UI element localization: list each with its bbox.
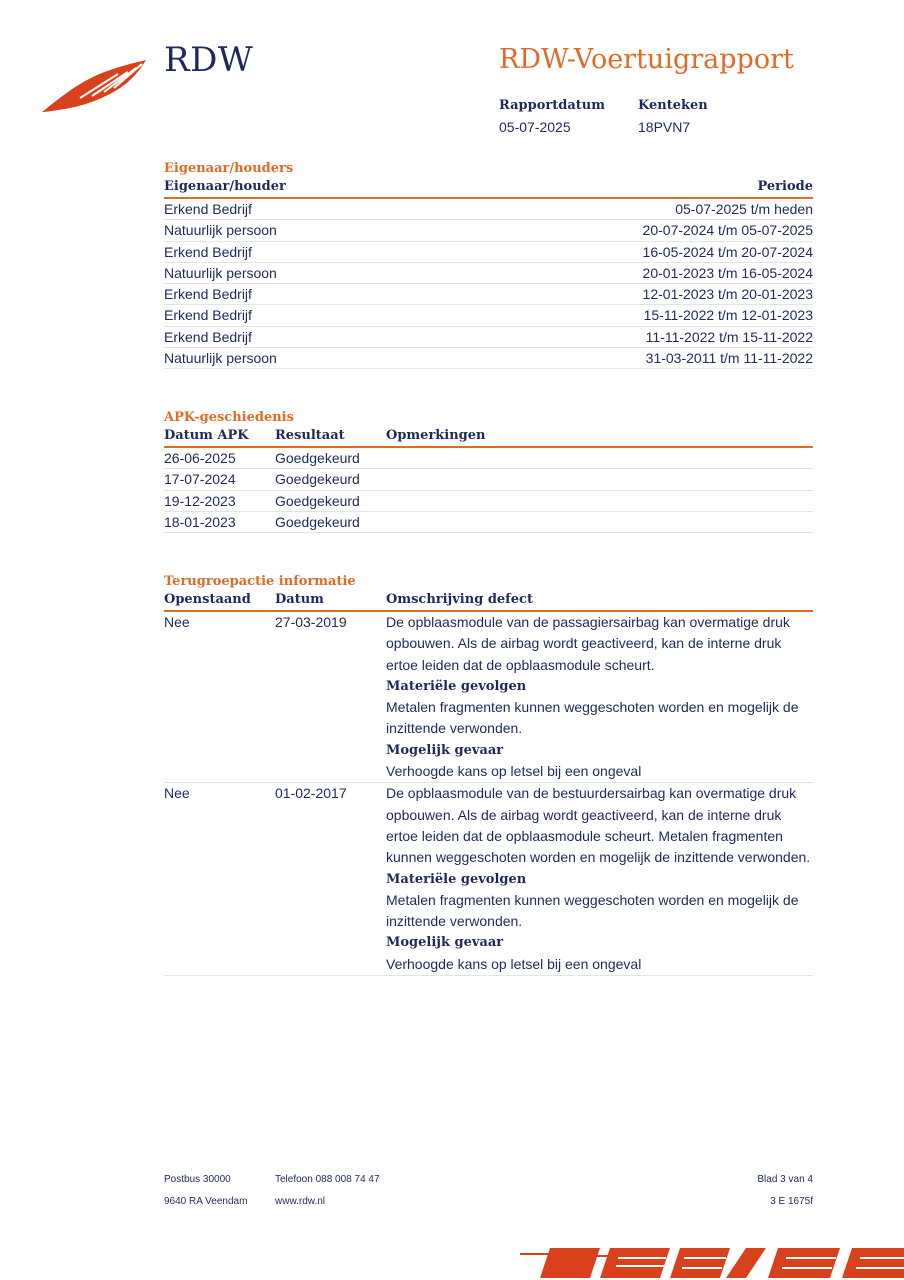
apk-result-cell: Goedgekeurd <box>275 471 360 488</box>
col-remarks-header: Opmerkingen <box>386 428 486 443</box>
recall-open-cell: Nee <box>164 614 190 630</box>
consequences-text: Metalen fragmenten kunnen weggeschoten worden en mogelijk de inzittende verwonden. <box>386 891 799 930</box>
recall-table-header <box>164 591 813 612</box>
period-cell: 12-01-2023 t/m 20-01-2023 <box>642 286 813 303</box>
apk-date-cell: 18-01-2023 <box>164 513 236 530</box>
table-row <box>164 612 813 783</box>
owner-cell: Erkend Bedrijf <box>164 201 252 217</box>
consequences-text: Metalen fragmenten kunnen weggeschoten worden en mogelijk de inzittende verwonden. <box>386 699 799 737</box>
period-cell: 16-05-2024 t/m 20-07-2024 <box>642 243 813 260</box>
owner-cell: Erkend Bedrijf <box>164 328 252 345</box>
plate-value: 18PVN7 <box>638 119 691 135</box>
recall-date-cell: 01-02-2017 <box>275 785 347 802</box>
report-title: RDW-Voertuigrapport <box>499 44 794 75</box>
danger-text: Verhoogde kans op letsel bij een ongeval <box>386 955 642 972</box>
recall-date-cell: 27-03-2019 <box>275 614 347 630</box>
table-row <box>164 448 813 469</box>
recall-section <box>164 573 813 976</box>
danger-heading: Mogelijk gevaar <box>386 742 504 758</box>
period-cell: 15-11-2022 t/m 12-01-2023 <box>643 307 813 324</box>
col-result-header: Resultaat <box>275 428 345 443</box>
owner-cell: Erkend Bedrijf <box>164 286 252 303</box>
recall-description <box>386 612 813 782</box>
owner-cell: Natuurlijk persoon <box>164 350 277 367</box>
apk-date-cell: 17-07-2024 <box>164 471 236 488</box>
table-row <box>164 348 813 369</box>
footer-postbus: Postbus 30000 <box>164 1174 231 1185</box>
table-row <box>164 284 813 305</box>
table-row <box>164 305 813 326</box>
apk-result-cell: Goedgekeurd <box>275 492 360 509</box>
col-open-header: Openstaand <box>164 592 251 607</box>
col-owner-header: Eigenaar/houder <box>164 179 286 194</box>
apk-result-cell: Goedgekeurd <box>275 513 360 530</box>
consequences-heading: Materiële gevolgen <box>386 871 527 887</box>
danger-text: Verhoogde kans op letsel bij een ongeval <box>386 763 642 780</box>
period-cell: 05-07-2025 t/m heden <box>675 201 813 217</box>
apk-date-cell: 26-06-2025 <box>164 450 236 466</box>
col-period-header: Periode <box>757 179 813 194</box>
col-apk-date-header: Datum APK <box>164 428 249 443</box>
owners-section-title: Eigenaar/houders <box>164 161 294 176</box>
table-row <box>164 199 813 220</box>
footer-website-link[interactable]: www.rdw.nl <box>275 1196 326 1207</box>
table-row <box>164 783 813 976</box>
recall-description <box>386 783 813 975</box>
danger-heading: Mogelijk gevaar <box>386 935 504 951</box>
apk-section-title: APK-geschiedenis <box>164 410 294 425</box>
recall-section-title: Terugroepactie informatie <box>164 574 356 589</box>
defect-description: De opblaasmodule van de passagiersairbag kan overmatige druk opbouwen. Als de airbag wordt geactiveerd, kan de interne druk ertoe leiden dat de opblaasmodule scheurt. <box>386 614 790 673</box>
apk-result-cell: Goedgekeurd <box>275 450 360 466</box>
owner-cell: Natuurlijk persoon <box>164 264 277 281</box>
table-row <box>164 220 813 241</box>
apk-section <box>164 409 813 533</box>
table-row <box>164 512 813 533</box>
feather-logo-icon <box>40 58 148 114</box>
logo-wordmark: RDW <box>164 40 254 80</box>
footer-page-number: Blad 3 van 4 <box>757 1174 813 1185</box>
consequences-heading: Materiële gevolgen <box>386 678 527 694</box>
plate-label: Kenteken <box>638 98 708 113</box>
owners-table-body <box>164 199 813 369</box>
owners-table-header <box>164 178 813 199</box>
decorative-stripes-icon <box>520 1244 904 1280</box>
col-recall-date-header: Datum <box>275 592 324 607</box>
recall-open-cell: Nee <box>164 785 190 802</box>
owner-cell: Erkend Bedrijf <box>164 243 252 260</box>
apk-table-header <box>164 427 813 448</box>
table-row <box>164 491 813 512</box>
col-description-header: Omschrijving defect <box>386 592 533 607</box>
period-cell: 31-03-2011 t/m 11-11-2022 <box>645 350 813 367</box>
footer-city: 9640 RA Veendam <box>164 1196 248 1207</box>
report-date-label: Rapportdatum <box>499 98 605 113</box>
period-cell: 11-11-2022 t/m 15-11-2022 <box>645 328 813 345</box>
apk-date-cell: 19-12-2023 <box>164 492 236 509</box>
table-row <box>164 263 813 284</box>
period-cell: 20-01-2023 t/m 16-05-2024 <box>642 264 813 281</box>
defect-description: De opblaasmodule van de bestuurdersairbag kan overmatige druk opbouwen. Als de airbag wordt geactiveerd, kan de interne druk ertoe leiden dat de opblaasmodule scheurt. Metalen fragmenten kunnen weggeschoten worden en mogelijk de inzittende verwonden. <box>386 785 811 866</box>
report-date-value: 05-07-2025 <box>499 119 571 135</box>
footer-phone: Telefoon 088 008 74 47 <box>275 1174 380 1185</box>
table-row <box>164 327 813 348</box>
table-row <box>164 242 813 263</box>
period-cell: 20-07-2024 t/m 05-07-2025 <box>642 222 813 239</box>
owner-cell: Erkend Bedrijf <box>164 307 252 324</box>
table-row <box>164 469 813 490</box>
footer-code: 3 E 1675f <box>770 1196 813 1207</box>
owner-cell: Natuurlijk persoon <box>164 222 277 239</box>
owners-section <box>164 160 813 369</box>
